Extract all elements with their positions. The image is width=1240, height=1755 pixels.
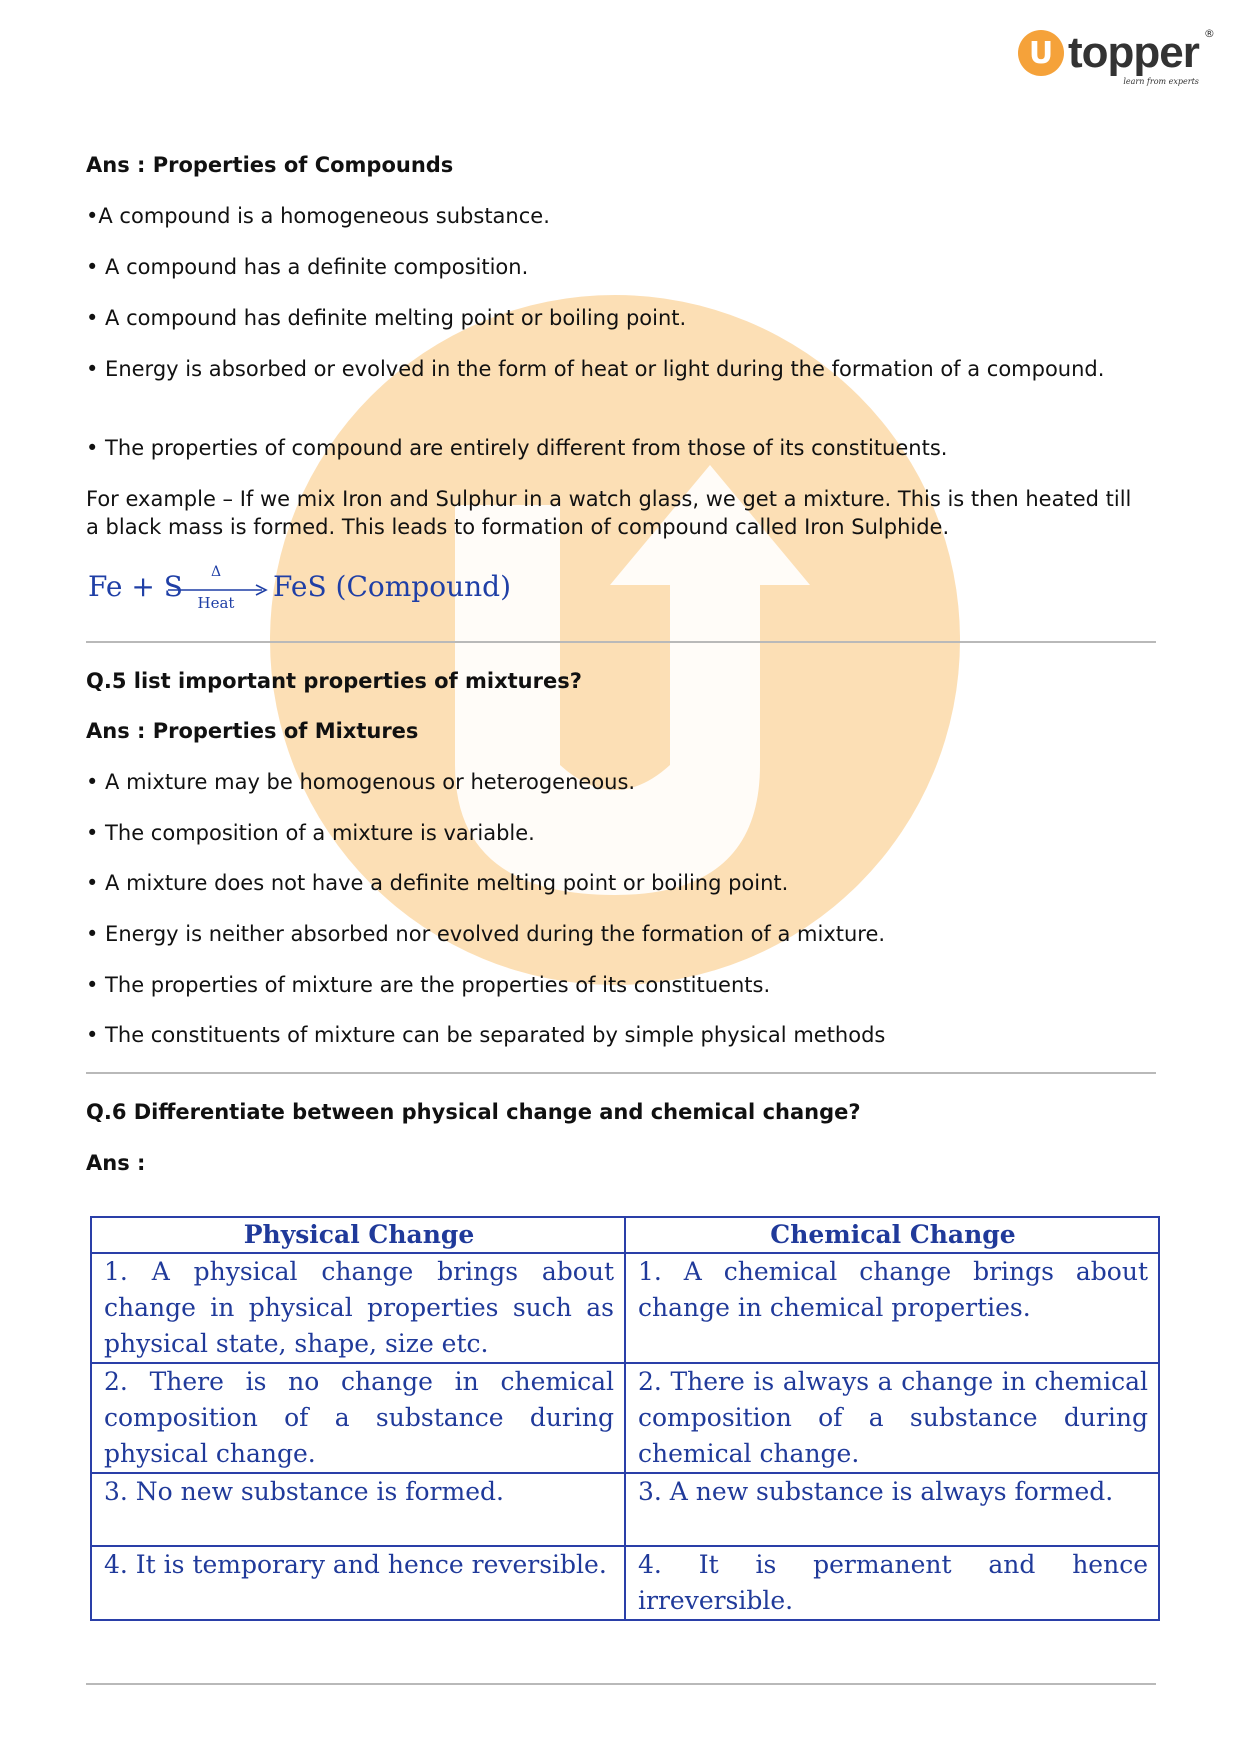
compound-point: •A compound is a homogeneous substance. [86, 204, 550, 228]
registered-mark: ® [1203, 27, 1215, 40]
table-cell: 4. It is permanent and hence irreversible. [625, 1546, 1159, 1620]
mixture-point: • A mixture may be homogenous or heterogeneous. [86, 770, 636, 794]
table-cell: 3. No new substance is formed. [91, 1473, 625, 1546]
question-6: Q.6 Differentiate between physical change and chemical change? [86, 1100, 861, 1124]
compound-point: • A compound has a definite composition. [86, 255, 529, 279]
equation-reactants: Fe + S [88, 570, 183, 603]
table-cell: 2. There is always a change in chemical composition of a substance during chemical change. [625, 1363, 1159, 1473]
table-cell: 4. It is temporary and hence reversible. [91, 1546, 625, 1620]
compound-point: • The properties of compound are entirely different from those of its constituents. [86, 436, 948, 460]
compound-point: • A compound has definite melting point or boiling point. [86, 306, 687, 330]
table-cell: 1. A chemical change brings about change in chemical properties. [625, 1253, 1159, 1363]
equation-product: FeS (Compound) [273, 570, 511, 603]
table-row [91, 1363, 1159, 1473]
q6-answer-label: Ans : [86, 1151, 146, 1175]
arrow-condition-delta: Δ [210, 564, 222, 580]
question-5: Q.5 list important properties of mixtures? [86, 669, 582, 693]
table-row [91, 1546, 1159, 1620]
mixture-point: • The constituents of mixture can be separated by simple physical methods [86, 1023, 886, 1047]
logo-badge-icon: U [1018, 30, 1064, 76]
mixture-point: • Energy is neither absorbed nor evolved during the formation of a mixture. [86, 922, 886, 946]
arrow-condition-heat: Heat [197, 594, 235, 612]
reaction-arrow [166, 564, 276, 614]
q5-answer-heading: Ans : Properties of Mixtures [86, 719, 419, 743]
table-row [91, 1253, 1159, 1363]
comparison-table [90, 1216, 1160, 1621]
mixture-point: • A mixture does not have a definite melting point or boiling point. [86, 871, 789, 895]
compounds-heading: Ans : Properties of Compounds [86, 153, 454, 177]
section-divider [86, 1683, 1156, 1685]
table-cell: 1. A physical change brings about change in physical properties such as physical state, shape, size etc. [91, 1253, 625, 1363]
brand-logo [1018, 27, 1215, 86]
mixture-point: • The properties of mixture are the properties of its constituents. [86, 973, 771, 997]
logo-tagline: learn from experts [1123, 77, 1199, 86]
header-chemical-change: Chemical Change [625, 1217, 1159, 1253]
logo-wordmark: topper [1068, 28, 1199, 77]
mixture-point: • The composition of a mixture is variable. [86, 821, 535, 845]
table-cell: 2. There is no change in chemical composition of a substance during physical change. [91, 1363, 625, 1473]
table-cell: 3. A new substance is always formed. [625, 1473, 1159, 1546]
section-divider [86, 1072, 1156, 1074]
compound-point: • Energy is absorbed or evolved in the form of heat or light during the formation of a compound. [86, 357, 1105, 381]
section-divider [86, 641, 1156, 643]
table-row [91, 1473, 1159, 1546]
compound-example: For example – If we mix Iron and Sulphur in a watch glass, we get a mixture. This is then heated till a black mass is formed. This leads to formation of compound called Iron Sulphide. [86, 487, 1132, 539]
header-physical-change: Physical Change [91, 1217, 625, 1253]
